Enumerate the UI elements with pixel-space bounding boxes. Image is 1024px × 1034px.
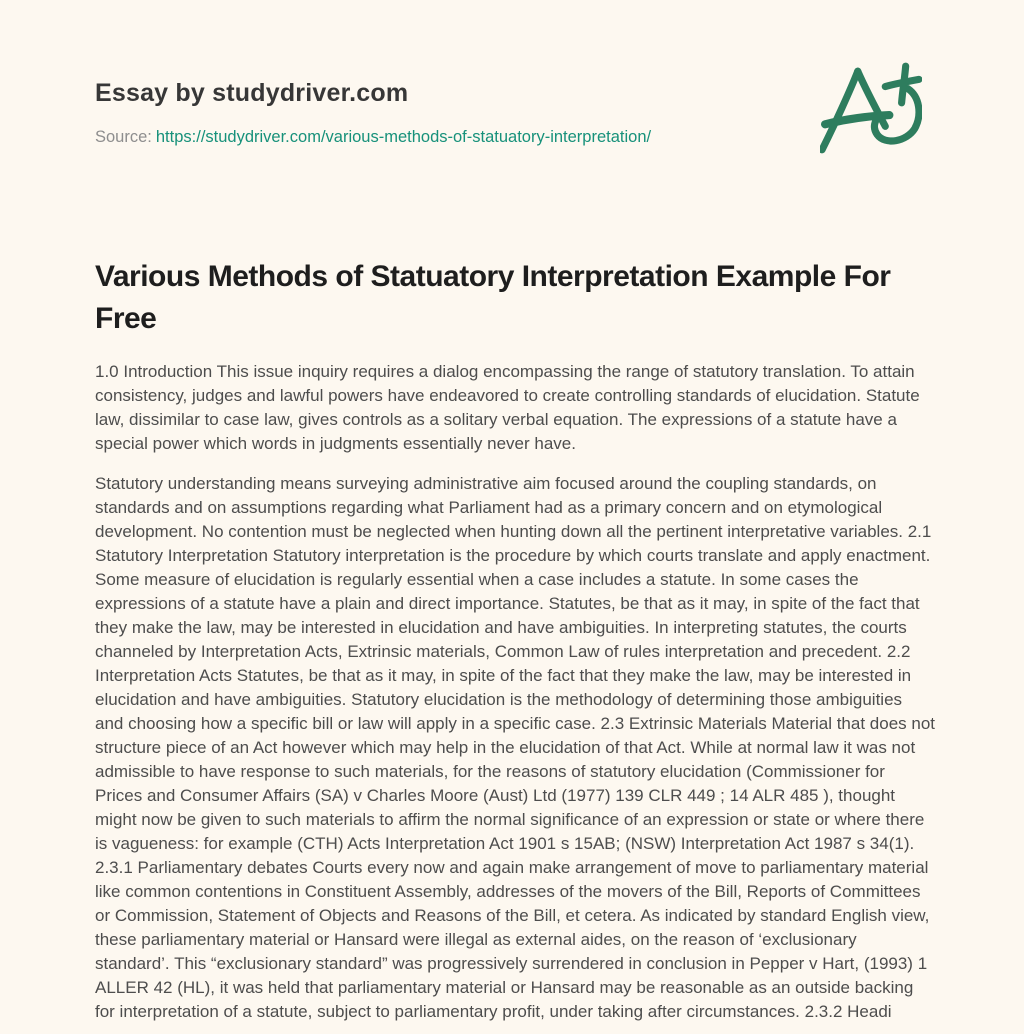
source-label: Source: — [95, 128, 152, 146]
source-line — [95, 126, 935, 148]
page-header — [95, 78, 935, 148]
essay-title: Various Methods of Statuatory Interpretation Example For Free — [95, 260, 891, 335]
source-link[interactable]: https://studydriver.com/various-methods-of-statuatory-interpretation/ — [155, 128, 652, 146]
essay-paragraph-1: 1.0 Introduction This issue inquiry requires a dialog encompassing the range of statutory translation. To attain consistency, judges and lawful powers have endeavored to create controlling standards of elucidation. Statute law, dissimilar to case law, gives controls as a solitary verbal equation. The expressions of a statute have a special power which words in judgments essentially never have. — [95, 362, 920, 453]
a-plus-logo-icon — [820, 58, 922, 162]
site-title: Essay by studydriver.com — [95, 79, 409, 107]
essay-paragraph-2: Statutory understanding means surveying administrative aim focused around the coupling standards, on standards and on assumptions regarding what Parliament had as a primary concern and on etymological development. No contention must be neglected when hunting down all the pertinent interpretative variables. 2.1 Statutory Interpretation Statutory interpretation is the procedure by which courts translate and apply enactment. Some measure of elucidation is regularly essential when a case includes a statute. In some cases the expressions of a statute have a plain and direct importance. Statutes, be that as it may, in spite of the fact that they make the law, may be interested in elucidation and have ambiguities. In interpreting statutes, the courts channeled by Interpretation Acts, Extrinsic materials, Common Law of rules interpretation and precedent. 2.2 Interpretation Acts Statutes, be that as it may, in spite of the fact that they make the law, may be interested in elucidation and have ambiguities. Statutory elucidation is the methodology of determining those ambiguities and choosing how a specific bill or law will apply in a specific case. 2.3 Extrinsic Materials Material that does not structure piece of an Act however which may help in the elucidation of that Act. While at normal law it was not admissible to have response to such materials, for the reasons of statutory elucidation (Commissioner for Prices and Consumer Affairs (SA) v Charles Moore (Aust) Ltd (1977) 139 CLR 449 ; 14 ALR 485 ), thought might now be given to such materials to affirm the normal significance of an expression or state or where there is vagueness: for example (CTH) Acts Interpretation Act 1901 s 15AB; (NSW) Interpretation Act 1987 s 34(1). 2.3.1 Parliamentary debates Courts every now and again make arrangement of move to parliamentary material like common contentions in Constituent Assembly, addresses of the movers of the Bill, Reports of Committees or Commission, Statement of Objects and Reasons of the Bill, et cetera. As indicated by standard English view, these parliamentary material or Hansard were illegal as external aides, on the reason of ‘exclusionary standard’. This “exclusionary standard” was progressively surrendered in conclusion in Pepper v Hart, (1993) 1 ALLER 42 (HL), it was held that parliamentary material or Hansard may be reasonable as an outside backing for interpretation of a statute, subject to parliamentary profit, under taking after circumstances. 2.3.2 Headi — [95, 474, 936, 1021]
